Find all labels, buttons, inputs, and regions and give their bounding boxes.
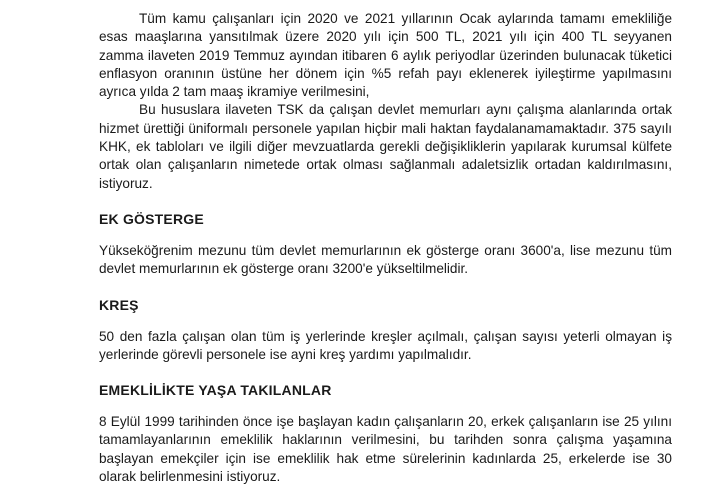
paragraph-tsk-personnel: Bu hususlara ilaveten TSK da çalışan devlet memurları aynı çalışma alanlarında ortak hizmet ürettiği üniformalı personele yapılan hiçbir mali haktan faydalanamamaktadır. 375 sayılı KHK, ek tabloları ve ilgili diğer mevzuatlarda gerekli değişikliklerin yapılarak kurumsal külfete ortak olan çalışanların nimetede ortak olması sağlanmalı adaletsizlik ortadan kaldırılmasını, istiyoruz. bbox=[99, 102, 672, 191]
paragraph-salary-raise: Tüm kamu çalışanları için 2020 ve 2021 yıllarının Ocak aylarında tamamı emekliliğe esas maaşlarına yansıtılmak üzere 2020 yılı için 500 TL, 2021 yılı için 400 TL seyyanen zamma ilaveten 2019 Temmuz ayından itibaren 6 aylık periyodlar üzerinden bulunacak tüketici enflasyon oranının üstüne her dönem için %5 refah payı eklenerek iyileştirme yapılmasını ayrıca yılda 2 tam maaş ikramiye verilmesini, bbox=[99, 11, 672, 100]
heading-kres: KREŞ bbox=[99, 296, 139, 313]
paragraph-emeklilik: 8 Eylül 1999 tarihinden önce işe başlayan kadın çalışanların 20, erkek çalışanların ise 25 yılını tamamlayanlarının emeklilik haklarının verilmesini, bu tarihden sonra çalışma yaşamına başlayan emekçiler için ise emeklilik hak etme sürelerinin kadınlarda 25, erkelerde ise 30 olarak belirlenmesini istiyoruz. bbox=[99, 414, 672, 485]
document-page bbox=[99, 10, 672, 486]
paragraph-ek-gosterge: Yükseköğrenim mezunu tüm devlet memurlarının ek gösterge oranı 3600'a, lise mezunu tüm devlet memurlarının ek gösterge oranı 3200'e yükseltilmelidir. bbox=[99, 242, 672, 277]
paragraph-kres: 50 den fazla çalışan olan tüm iş yerlerinde kreşler açılmalı, çalışan sayısı yeterli olmayan iş yerlerinde görevli personele ise ayni kreş yardımı yapılmalıdır. bbox=[99, 328, 672, 362]
heading-ek-gosterge: EK GÖSTERGE bbox=[99, 210, 204, 227]
heading-emeklilik: EMEKLİLİKTE YAŞA TAKILANLAR bbox=[99, 382, 332, 399]
